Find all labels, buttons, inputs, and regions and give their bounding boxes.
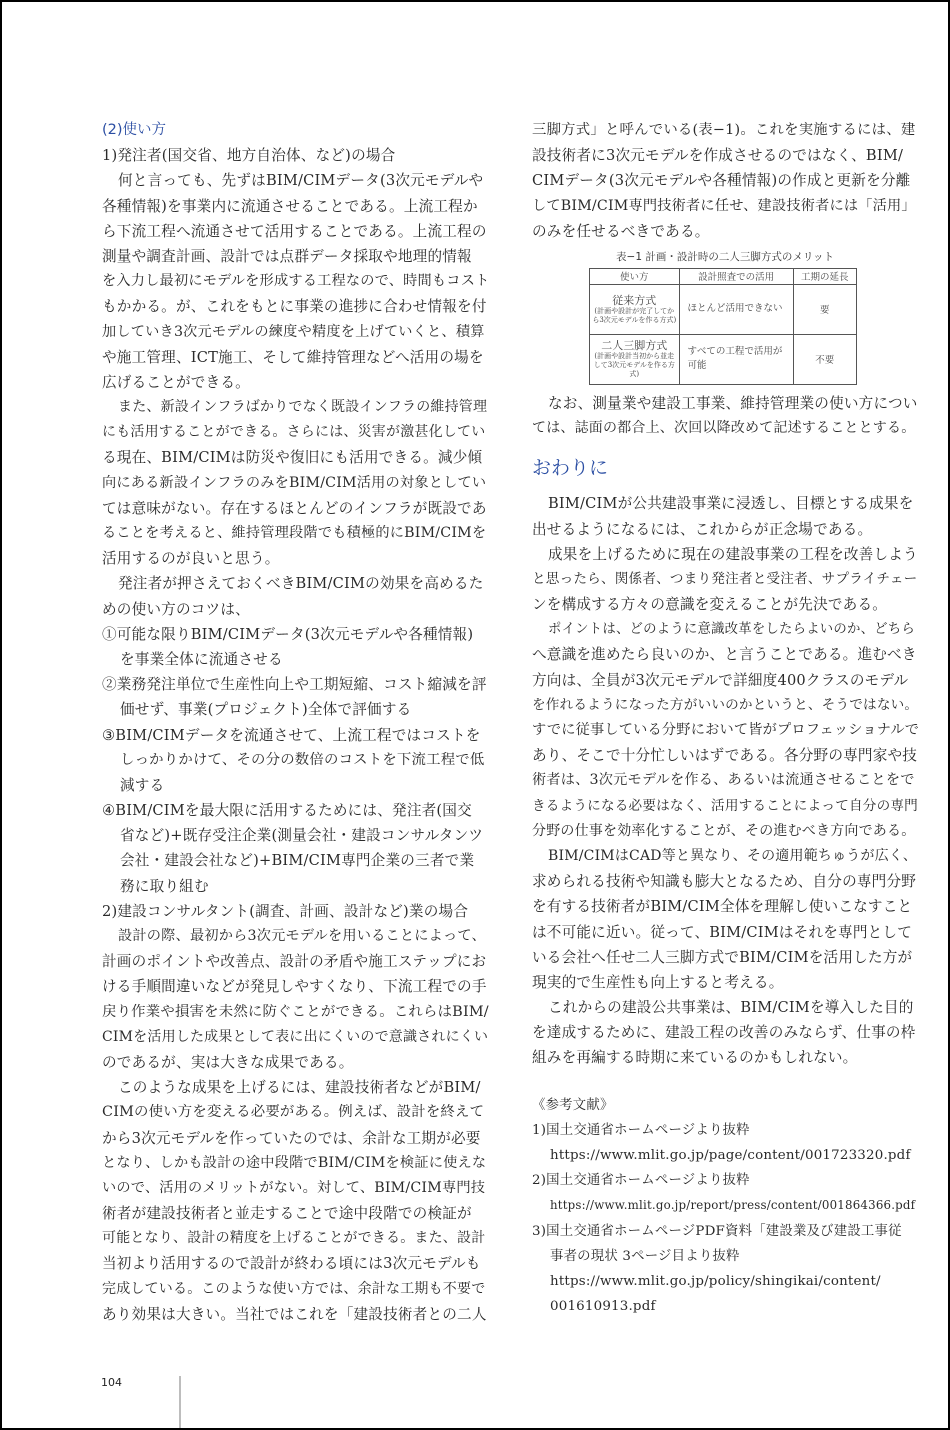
table-row bbox=[590, 334, 857, 384]
method-note: (計画や設計が完了してから3次元モデルを作る方式) bbox=[592, 306, 677, 324]
reference-item: 3)国土交通省ホームページPDF資料「建設業及び建設工事従 bbox=[532, 1223, 902, 1239]
paragraph-line: ポイントは、どのように意識改革をしたらよいのか、どちら bbox=[548, 622, 915, 638]
paragraph-line: なお、測量業や建設工事業、維持管理業の使い方につい bbox=[548, 394, 918, 412]
paragraph-line: ては意味がない。存在するほとんどのインフラが既設であ bbox=[102, 499, 487, 517]
paragraph-line: のみを任せるべきである。 bbox=[532, 222, 710, 240]
paragraph-line: となり、しかも設計の途中段階でBIM/CIMを検証に使えな bbox=[102, 1154, 487, 1171]
paragraph-line: あり効果は大きい。当社ではこれを「建設技術者との二人 bbox=[102, 1305, 487, 1323]
paragraph-line: 加していき3次元モデルの練度や精度を上げていくと、積算 bbox=[102, 323, 485, 340]
paragraph-line: このような成果を上げるには、建設技術者などがBIM/ bbox=[118, 1079, 481, 1097]
paragraph-line: BIM/CIMが公共建設事業に浸透し、目標とする成果を bbox=[548, 495, 914, 513]
table-cell-method bbox=[590, 284, 680, 334]
reference-url: https://www.mlit.go.jp/report/press/content/001864366.pdf bbox=[550, 1198, 916, 1213]
paragraph-line: を作れるようになった方がいいのかというと、そうではない。 bbox=[532, 696, 919, 713]
paragraph-line: BIM/CIMはCAD等と異なり、その適用範ちゅうが広く、 bbox=[548, 847, 918, 864]
paragraph-line: や施工管理、ICT施工、そして維持管理などへ活用の場を bbox=[102, 348, 484, 366]
paragraph-line: 方向は、全員が3次元モデルで詳細度400クラスのモデル bbox=[532, 671, 909, 689]
paragraph-line: 各種情報)を事業内に流通させることである。上流工程か bbox=[102, 197, 478, 215]
right-column bbox=[532, 118, 918, 1319]
list-item-3: ③BIM/CIMデータを流通させて、上流工程ではコストを bbox=[102, 726, 481, 744]
reference-url: https://www.mlit.go.jp/page/content/001723320.pdf bbox=[550, 1148, 911, 1163]
left-column bbox=[102, 118, 488, 1327]
paragraph-line: る現在、BIM/CIMは防災や復旧にも活用できる。減少傾 bbox=[102, 449, 483, 467]
reference-url: https://www.mlit.go.jp/policy/shingikai/content/ bbox=[550, 1273, 881, 1289]
reference-item: 2)国土交通省ホームページより抜粋 bbox=[532, 1173, 750, 1189]
paragraph-line: あり、そこで十分忙しいはずである。各分野の専門家や技 bbox=[532, 747, 918, 765]
references-title: 《参考文献》 bbox=[532, 1097, 614, 1113]
paragraph-line: 広げることができる。 bbox=[102, 373, 250, 391]
list-item-1-cont: を事業全体に流通させる bbox=[120, 650, 283, 668]
paragraph-line: もかかる。が、これをもとに事業の進捗に合わせ情報を付 bbox=[102, 298, 487, 316]
paragraph-line: 三脚方式」と呼んでいる(表−1)。これを実施するには、建 bbox=[532, 122, 916, 138]
table-cell-use: ほとんど活用できない bbox=[679, 284, 793, 334]
paragraph-line: これからの建設公共事業は、BIM/CIMを導入した目的 bbox=[548, 999, 914, 1017]
reference-url: 001610913.pdf bbox=[550, 1299, 656, 1315]
paragraph-line: いので、活用のメリットがない。対して、BIM/CIM専門技 bbox=[102, 1179, 486, 1196]
table-header-cell: 使い方 bbox=[590, 268, 680, 284]
paragraph-line: すでに従事している分野において皆がプロフェッショナルで bbox=[532, 722, 920, 738]
reference-item-cont: 事者の現状 3ページ目より抜粋 bbox=[550, 1248, 740, 1264]
paragraph-line: ることを考えると、維持管理段階でも積極的にBIM/CIMを bbox=[102, 525, 487, 541]
paragraph-line: 戻り作業や損害を未然に防ぐことができる。これらはBIM/ bbox=[102, 1003, 489, 1020]
paragraph-line: 成果を上げるために現在の建設事業の工程を改善しよう bbox=[548, 545, 918, 563]
paragraph-line: は不可能に近い。従って、BIM/CIMはそれを専門として bbox=[532, 923, 913, 941]
reference-item: 1)国土交通省ホームページより抜粋 bbox=[532, 1122, 750, 1138]
footer-divider bbox=[179, 1376, 181, 1428]
paragraph-line: を達成するために、建設工程の改善のみならず、仕事の枠 bbox=[532, 1024, 916, 1042]
paragraph-line: また、新設インフラばかりでなく既設インフラの維持管理 bbox=[118, 399, 488, 416]
page-number: 104 bbox=[101, 1376, 122, 1389]
paragraph-line: を有する技術者がBIM/CIM全体を理解し使いこなすこと bbox=[532, 898, 913, 916]
subheading: 2)建設コンサルタント(調査、計画、設計など)業の場合 bbox=[102, 902, 469, 920]
paragraph-line: 術者は、3次元モデルを作る、あるいは流通させることをで bbox=[532, 772, 915, 789]
merit-table bbox=[589, 268, 857, 385]
paragraph-line: CIMを活用した成果として表に出にくいので意識されにくい bbox=[102, 1028, 489, 1045]
method-name: 従来方式 bbox=[612, 293, 657, 307]
paragraph-line: ける手順間違いなどが発見しやすくなり、下流工程での手 bbox=[102, 978, 487, 996]
paragraph-line: 完成している。このような使い方では、余計な工期も不要で bbox=[102, 1280, 486, 1297]
paragraph-line: から3次元モデルを作っていたのでは、余計な工期が必要 bbox=[102, 1129, 481, 1147]
table-cell-method bbox=[590, 334, 680, 384]
references bbox=[532, 1093, 918, 1320]
method-note: (計画や設計当初から並走して3次元モデルを作る方式) bbox=[593, 352, 675, 379]
section-heading-usage: (2)使い方 bbox=[102, 122, 167, 138]
table-header-cell: 工期の延長 bbox=[793, 268, 856, 284]
paragraph-line: を入力し最初にモデルを形成する工程なので、時間もコスト bbox=[102, 273, 490, 290]
paragraph-line: めの使い方のコツは、 bbox=[102, 600, 250, 618]
paragraph-line: 発注者が押さえておくべきBIM/CIMの効果を高めるた bbox=[118, 575, 484, 593]
subheading: 1)発注者(国交省、地方自治体、など)の場合 bbox=[102, 147, 396, 165]
paragraph-line: CIMの使い方を変える必要がある。例えば、設計を終えて bbox=[102, 1104, 485, 1121]
paragraph-line: ては、誌面の都合上、次回以降改めて記述することとする。 bbox=[532, 420, 916, 437]
paragraph-line: と思ったら、関係者、つまり発注者と受注者、サプライチェー bbox=[532, 570, 918, 587]
list-item-3-cont: 減する bbox=[120, 776, 165, 794]
paragraph-line: 分野の仕事を効率化することが、その進むべき方向である。 bbox=[532, 822, 916, 839]
list-item-2: ②業務発注単位で生産性向上や工期短縮、コスト縮減を評 bbox=[102, 676, 487, 694]
table-cell-use: すべての工程で活用が可能 bbox=[679, 334, 793, 384]
paragraph-line: 当初より活用するので設計が終わる頃には3次元モデルも bbox=[102, 1255, 481, 1273]
paragraph-line: ら下流工程へ流通させて活用することである。上流工程の bbox=[102, 222, 487, 240]
table-cell-period: 要 bbox=[793, 284, 856, 334]
paragraph-line: 出せるようになるには、これからが正念場である。 bbox=[532, 520, 873, 538]
table-header-row bbox=[590, 268, 857, 284]
paragraph-line: きるようになる必要はなく、活用することによって自分の専門 bbox=[532, 797, 918, 814]
section-heading-conclusion: おわりに bbox=[532, 457, 609, 480]
list-item-2-cont: 価せず、事業(プロジェクト)全体で評価する bbox=[120, 701, 412, 719]
paragraph-line: 設技術者に3次元モデルを作成させるのではなく、BIM/ bbox=[532, 147, 904, 165]
paragraph-line: 組みを再編する時期に来ているのかもしれない。 bbox=[532, 1049, 858, 1067]
paragraph-line: 測量や調査計画、設計では点群データ採取や地理的情報 bbox=[102, 247, 472, 265]
list-item-1: ①可能な限りBIM/CIMデータ(3次元モデルや各種情報) bbox=[102, 625, 474, 643]
list-item-4-cont: 省など)+既存受注企業(測量会社・建設コンサルタンツ bbox=[120, 827, 484, 845]
list-item-3-cont: しっかりかけて、その分の数倍のコストを下流工程で低 bbox=[120, 751, 485, 768]
list-item-4-cont: 務に取り組む bbox=[120, 877, 209, 895]
paragraph-line: 求められる技術や知識も膨大となるため、自分の専門分野 bbox=[532, 873, 917, 891]
paragraph-line: 向にある新設インフラのみをBIM/CIM活用の対象としてい bbox=[102, 474, 487, 491]
paragraph-line: のであるが、実は大きな成果である。 bbox=[102, 1053, 354, 1071]
table-caption: 表−1 計画・設計時の二人三脚方式のメリット bbox=[616, 250, 834, 263]
paragraph-line: 何と言っても、先ずはBIM/CIMデータ(3次元モデルや bbox=[118, 172, 484, 190]
list-item-4: ④BIM/CIMを最大限に活用するためには、発注者(国交 bbox=[102, 802, 472, 820]
paragraph-line: ンを構成する方々の意識を変えることが先決である。 bbox=[532, 596, 888, 614]
list-item-4-cont: 会社・建設会社など)+BIM/CIM専門企業の三者で業 bbox=[120, 852, 475, 870]
table-header-cell: 設計照査での活用 bbox=[679, 268, 793, 284]
paragraph-line: にも活用することができる。さらには、災害が激甚化してい bbox=[102, 424, 486, 441]
table-cell-period: 不要 bbox=[793, 334, 856, 384]
method-name: 二人三脚方式 bbox=[601, 339, 668, 353]
paragraph-line: 術者が建設技術者と並走することで途中段階での検証が bbox=[102, 1205, 472, 1223]
paragraph-line: 現実的で生産性も向上すると考える。 bbox=[532, 973, 784, 991]
table-row bbox=[590, 284, 857, 334]
paragraph-line: いる会社へ任せ二人三脚方式でBIM/CIMを活用した方が bbox=[532, 948, 913, 966]
paragraph-line: へ意識を進めたら良いのか、と言うことである。進むべき bbox=[532, 646, 917, 664]
paragraph-line: してBIM/CIM専門技術者に任せ、建設技術者には「活用」 bbox=[532, 197, 916, 214]
paragraph-line: 活用するのが良いと思う。 bbox=[102, 550, 280, 568]
paragraph-line: 計画のポイントや改善点、設計の矛盾や施工ステップにお bbox=[102, 953, 487, 971]
paragraph-line: CIMデータ(3次元モデルや各種情報)の作成と更新を分離 bbox=[532, 172, 911, 190]
paragraph-line: 設計の際、最初から3次元モデルを用いることによって、 bbox=[118, 928, 486, 944]
paragraph-line: 可能となり、設計の精度を上げることができる。また、設計 bbox=[102, 1230, 486, 1247]
